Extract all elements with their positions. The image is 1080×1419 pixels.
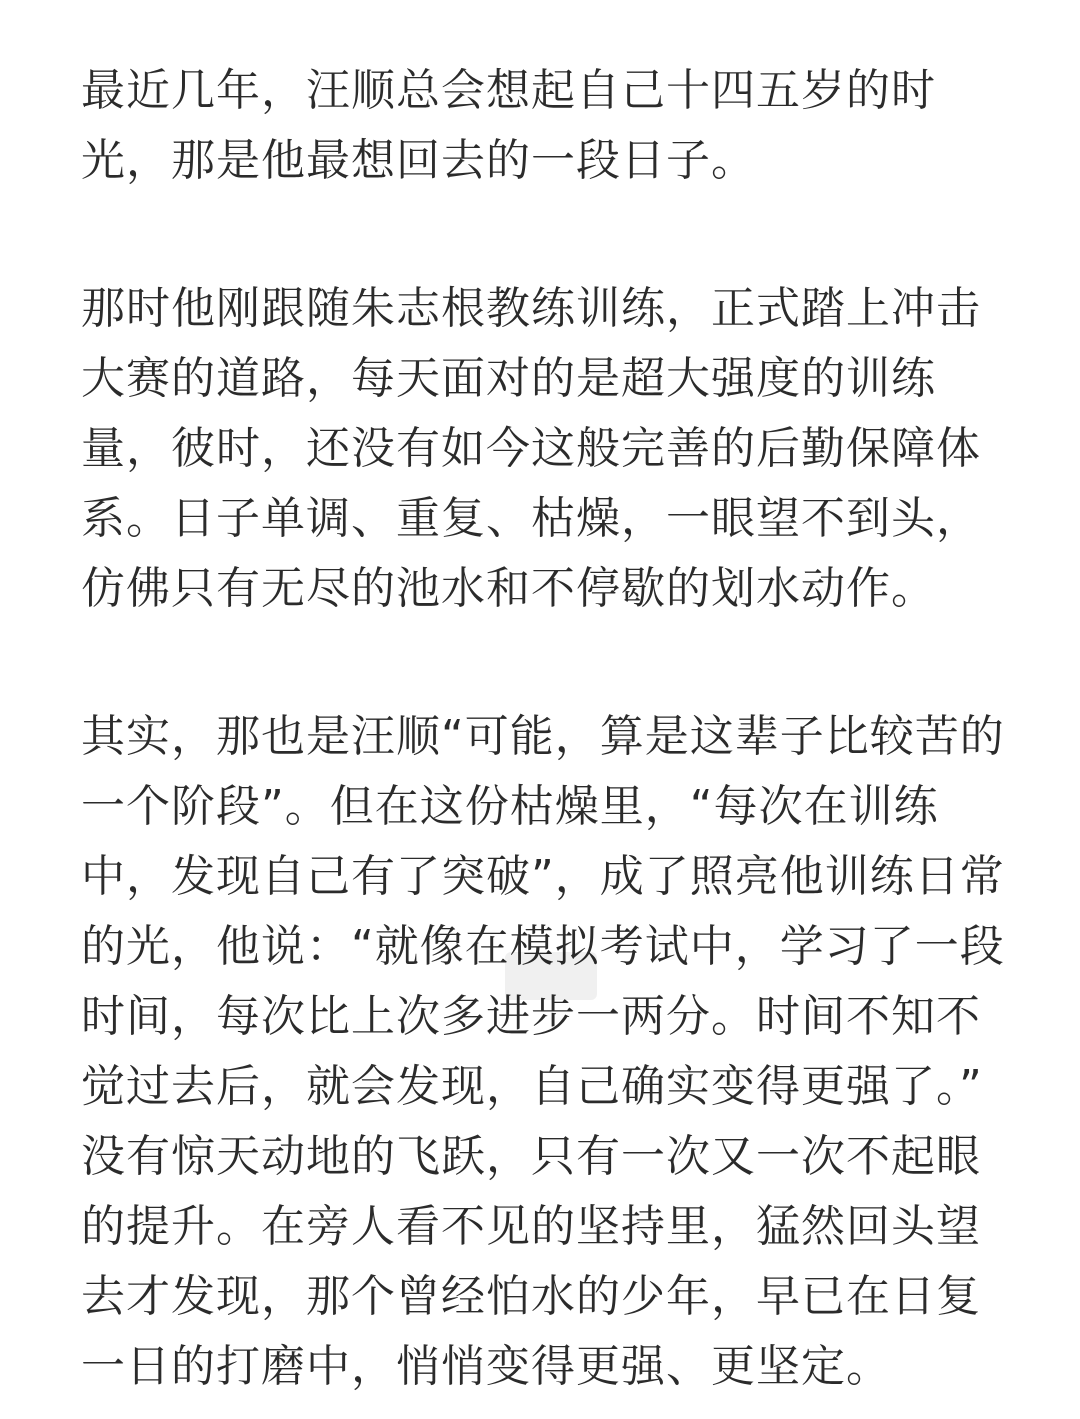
- text-line: 系。日子单调、重复、枯燥，一眼望不到头，: [81, 493, 981, 544]
- text-line: 一个阶段”。但在这份枯燥里，“每次在训练: [81, 781, 939, 832]
- paragraph-1: [81, 56, 1011, 196]
- text-line: 时间，每次比上次多进步一两分。时间不知不: [81, 991, 981, 1042]
- text-line: 那时他刚跟随朱志根教练训练，正式踏上冲击: [81, 283, 981, 334]
- text-line: 去才发现，那个曾经怕水的少年，早已在日复: [81, 1271, 981, 1322]
- paragraph-gap: [81, 624, 1011, 702]
- paragraph-gap: [81, 196, 1011, 274]
- text-line: 一日的打磨中，悄悄变得更强、更坚定。: [81, 1341, 891, 1392]
- text-line: 觉过去后，就会发现，自己确实变得更强了。”: [81, 1061, 983, 1112]
- text-line: 其实，那也是汪顺“可能，算是这辈子比较苦的: [81, 711, 1005, 762]
- text-line: 最近几年，汪顺总会想起自己十四五岁的时: [81, 65, 936, 116]
- text-line: 的光，他说：“就像在模拟考试中，学习了一段: [81, 921, 1005, 972]
- text-line: 中，发现自己有了突破”，成了照亮他训练日常: [81, 851, 1005, 902]
- text-line: 仿佛只有无尽的池水和不停歇的划水动作。: [81, 563, 936, 614]
- text-line: 没有惊天动地的飞跃，只有一次又一次不起眼: [81, 1131, 981, 1182]
- paragraph-2: [81, 274, 1011, 624]
- paragraph-3: [81, 702, 1011, 1402]
- watermark-overlay: [505, 952, 597, 1000]
- text-line: 的提升。在旁人看不见的坚持里，猛然回头望: [81, 1201, 981, 1252]
- text-line: 大赛的道路，每天面对的是超大强度的训练: [81, 353, 936, 404]
- text-line: 量，彼时，还没有如今这般完善的后勤保障体: [81, 423, 981, 474]
- article-body: [81, 56, 1011, 1402]
- text-line: 光，那是他最想回去的一段日子。: [81, 135, 756, 186]
